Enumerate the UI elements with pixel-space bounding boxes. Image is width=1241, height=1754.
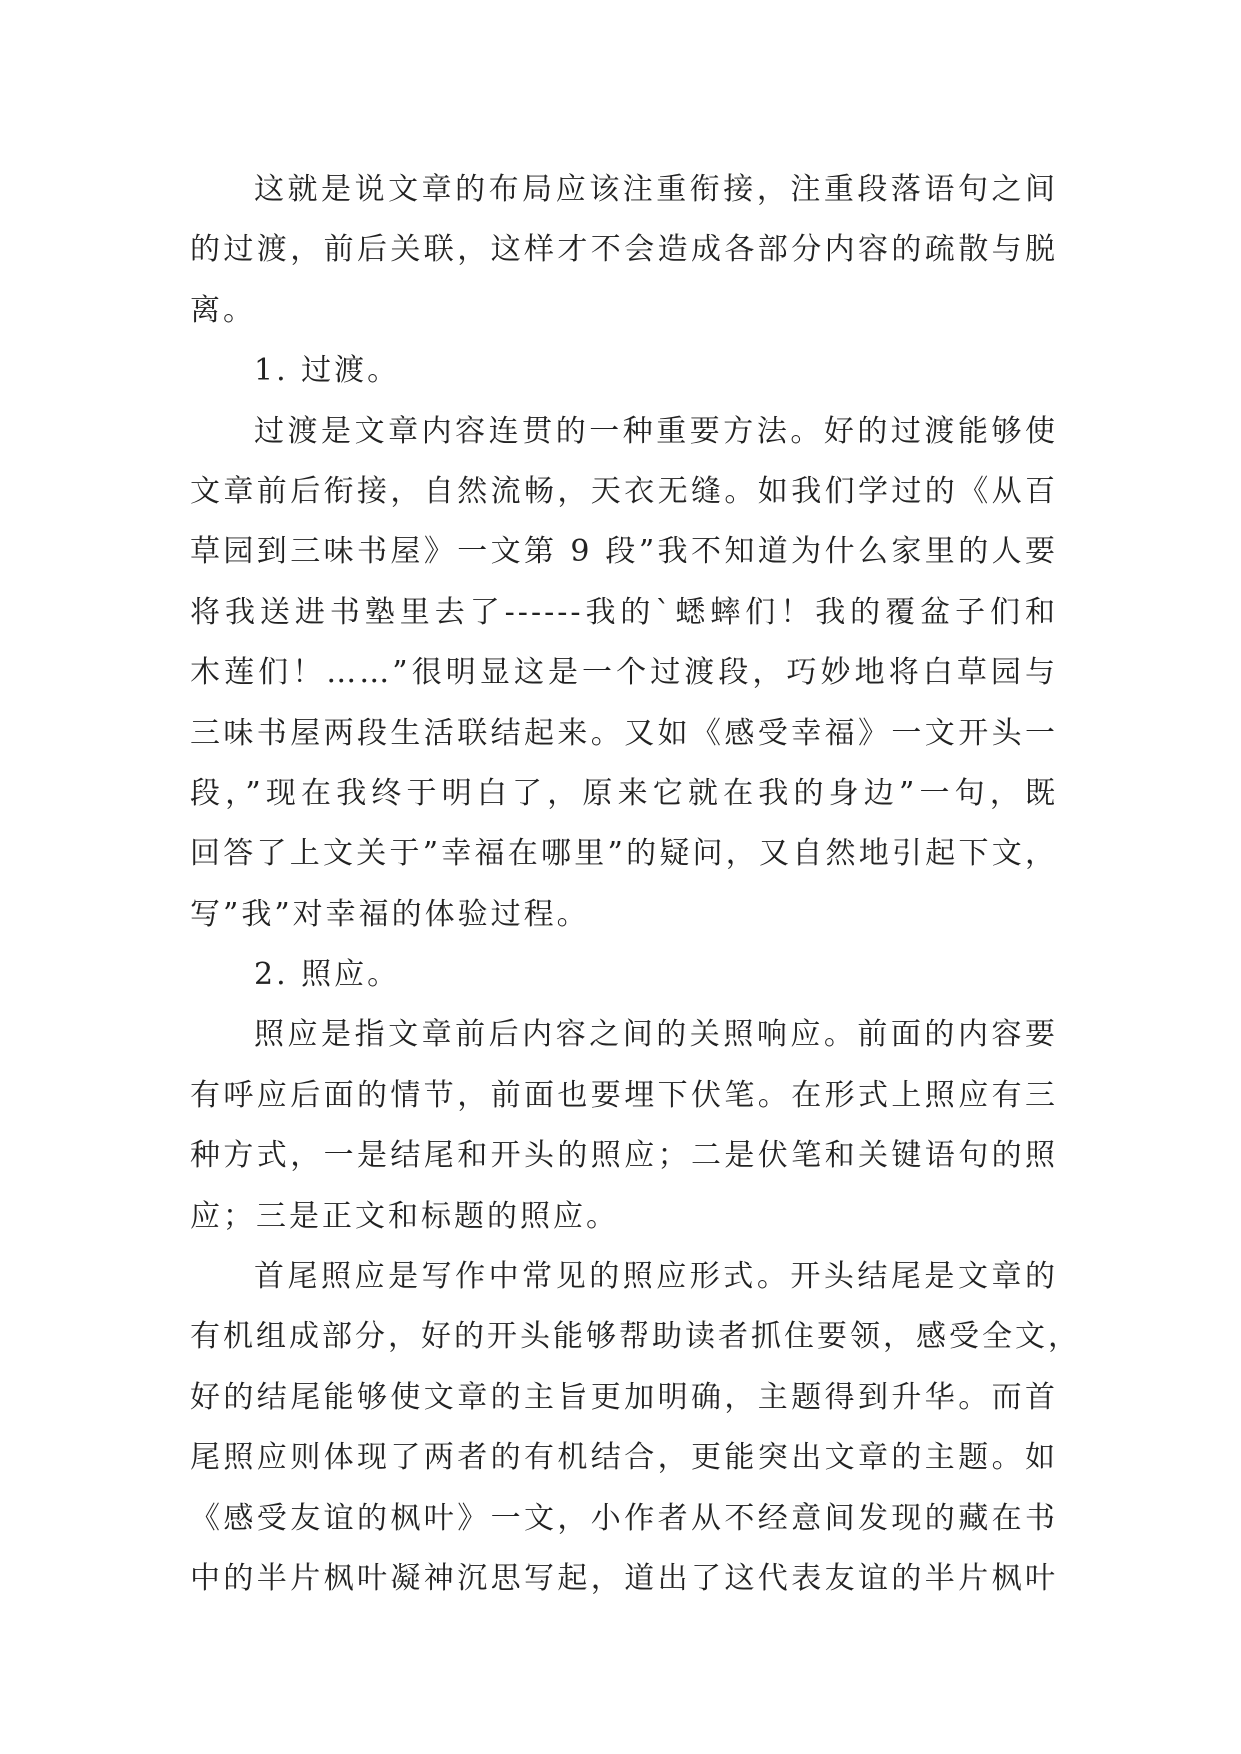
paragraph-4-line-5: 《感受友谊的枫叶》一文，小作者从不经意间发现的藏在书 [190, 1500, 1058, 1536]
paragraph-2-line-6: 三味书屋两段生活联结起来。又如《感受幸福》一文开头一 [190, 715, 1058, 751]
paragraph-4-line-2: 有机组成部分，好的开头能够帮助读者抓住要领，感受全文， [190, 1319, 1081, 1355]
section-heading-transition: 1. 过渡。 [254, 353, 401, 389]
paragraph-1-line-2: 的过渡，前后关联，这样才不会造成各部分内容的疏散与脱 [190, 232, 1058, 268]
paragraph-4-line-4: 尾照应则体现了两者的有机结合，更能突出文章的主题。如 [190, 1440, 1058, 1476]
paragraph-3-line-2: 有呼应后面的情节，前面也要埋下伏笔。在形式上照应有三 [190, 1077, 1058, 1113]
paragraph-1-line-1: 这就是说文章的布局应该注重衔接，注重段落语句之间 [254, 172, 1058, 207]
paragraph-3-line-4: 应；三是正文和标题的照应。 [190, 1198, 619, 1234]
paragraph-2-line-4: 将我送进书塾里去了------我的`蟋蟀们！我的覆盆子们和 [190, 594, 1058, 630]
paragraph-4-line-1: 首尾照应是写作中常见的照应形式。开头结尾是文章的 [254, 1259, 1058, 1295]
document-body [190, 160, 1081, 1609]
paragraph-1-line-3: 离。 [190, 292, 256, 328]
paragraph-2-line-3: 草园到三味书屋》一文第 9 段”我不知道为什么家里的人要 [190, 534, 1058, 570]
paragraph-3-line-1: 照应是指文章前后内容之间的关照响应。前面的内容要 [254, 1017, 1058, 1053]
paragraph-3-line-3: 种方式，一是结尾和开头的照应；二是伏笔和关键语句的照 [190, 1138, 1058, 1174]
paragraph-2-line-7: 段，”现在我终于明白了，原来它就在我的身边”一句，既 [190, 775, 1058, 811]
paragraph-2-line-1: 过渡是文章内容连贯的一种重要方法。好的过渡能够使 [254, 413, 1058, 449]
paragraph-2-line-5: 木莲们！……”很明显这是一个过渡段，巧妙地将白草园与 [190, 655, 1058, 691]
paragraph-2-line-2: 文章前后衔接，自然流畅，天衣无缝。如我们学过的《从百 [190, 473, 1058, 509]
paragraph-2-line-8: 回答了上文关于”幸福在哪里”的疑问，又自然地引起下文， [190, 836, 1058, 872]
paragraph-4-line-3: 好的结尾能够使文章的主旨更加明确，主题得到升华。而首 [190, 1379, 1058, 1415]
paragraph-4-line-6: 中的半片枫叶凝神沉思写起，道出了这代表友谊的半片枫叶 [190, 1560, 1058, 1596]
paragraph-2-line-9: 写”我”对幸福的体验过程。 [190, 896, 590, 932]
section-heading-echo: 2. 照应。 [254, 957, 401, 993]
